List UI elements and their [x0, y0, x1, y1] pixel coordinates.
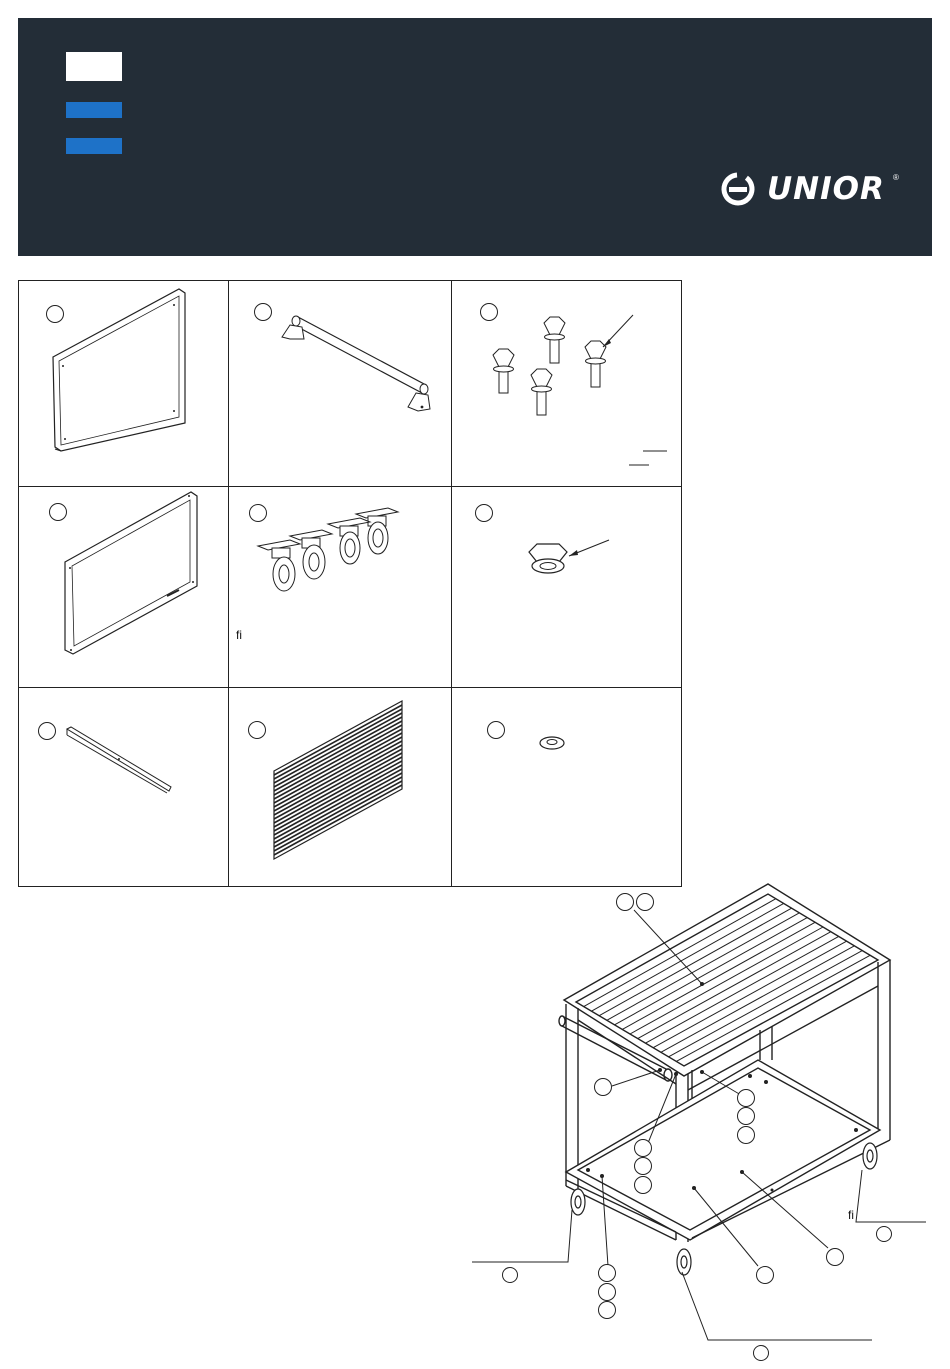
callout-marker: [737, 1089, 755, 1107]
callout-marker: [876, 1226, 892, 1242]
callout-marker: [634, 1176, 652, 1194]
callout-marker: [634, 1139, 652, 1157]
callout-marker: [598, 1264, 616, 1282]
callout-marker: [636, 893, 654, 911]
callout-marker: [753, 1345, 769, 1361]
callout-marker: [594, 1078, 612, 1096]
callout-marker: [598, 1301, 616, 1319]
callout-marker: [598, 1283, 616, 1301]
callout-marker: [737, 1107, 755, 1125]
caster-note: ﬁ: [236, 628, 242, 642]
callout-marker: [616, 893, 634, 911]
callout-marker: [634, 1157, 652, 1175]
callout-marker: [826, 1248, 844, 1266]
callout-marker: [502, 1267, 518, 1283]
callout-marker: [756, 1266, 774, 1284]
callout-marker: [737, 1126, 755, 1144]
assembly-caster-note: ﬁ: [848, 1208, 854, 1222]
logo-registered-mark: ®: [893, 173, 899, 182]
logo-text: UNIOR: [767, 171, 885, 207]
